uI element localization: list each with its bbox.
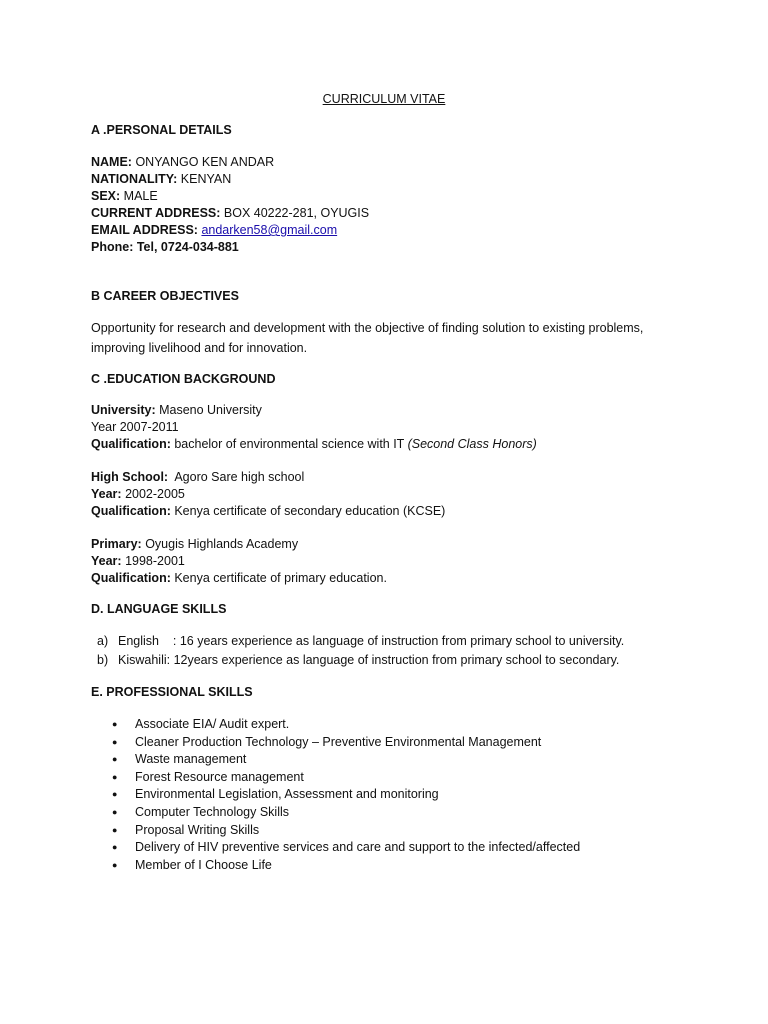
bullet-icon: ● <box>112 842 118 853</box>
bullet-icon: ● <box>112 754 118 765</box>
nationality-label: NATIONALITY: <box>91 172 178 186</box>
email-label: EMAIL ADDRESS: <box>91 223 198 237</box>
career-objectives-heading: B CAREER OBJECTIVES <box>91 289 239 303</box>
nationality-value: KENYAN <box>177 172 232 186</box>
email-row <box>91 222 369 239</box>
bullet-icon: ● <box>112 736 118 747</box>
address-row <box>91 205 369 222</box>
list-marker: a) <box>97 634 109 648</box>
highschool-label: High School: <box>91 470 169 484</box>
university-qualification-label: Qualification: <box>91 437 171 451</box>
skill-text: Delivery of HIV preventive services and care and support to the infected/affected <box>135 840 581 855</box>
primary-qualification-value: Kenya certificate of primary education. <box>170 571 387 585</box>
list-marker: b) <box>97 653 109 667</box>
nationality-row <box>91 171 369 188</box>
sex-label: SEX: <box>91 189 121 203</box>
address-value: BOX 40222-281, OYUGIS <box>220 206 370 220</box>
highschool-year-label: Year: <box>91 487 122 501</box>
university-qualification-value: bachelor of environmental science with IT <box>170 437 408 451</box>
language-item <box>97 651 624 670</box>
primary-year-row <box>91 553 387 570</box>
skill-item <box>112 716 580 734</box>
skill-item <box>112 769 580 787</box>
primary-year-label: Year: <box>91 554 122 568</box>
document-title: CURRICULUM VITAE <box>322 92 446 106</box>
skill-text: Forest Resource management <box>135 769 304 784</box>
language-item-text: English : 16 years experience as language of instruction from primary school to university. <box>118 634 625 648</box>
bullet-icon: ● <box>112 719 118 729</box>
university-block <box>91 402 537 453</box>
skill-item <box>112 734 580 752</box>
bullet-icon: ● <box>112 859 118 870</box>
skill-text: Proposal Writing Skills <box>135 822 260 837</box>
primary-block <box>91 536 387 587</box>
skill-text: Associate EIA/ Audit expert. <box>135 717 290 731</box>
university-honors-note: (Second Class Honors) <box>407 437 537 451</box>
skill-item <box>112 822 580 840</box>
personal-details-heading: A .PERSONAL DETAILS <box>91 123 232 137</box>
highschool-value: Agoro Sare high school <box>168 470 305 484</box>
skill-text: Cleaner Production Technology – Preventive Environmental Management <box>135 734 542 749</box>
skill-text: Waste management <box>135 752 247 767</box>
primary-row <box>91 536 387 553</box>
name-label: NAME: <box>91 155 132 169</box>
sex-row <box>91 188 369 205</box>
skill-item <box>112 751 580 769</box>
education-heading: C .EDUCATION BACKGROUND <box>91 372 276 386</box>
highschool-qualification-row <box>91 503 445 520</box>
highschool-block <box>91 469 445 520</box>
highschool-row <box>91 469 445 486</box>
professional-skills-heading: E. PROFESSIONAL SKILLS <box>91 685 253 699</box>
primary-year-value: 1998-2001 <box>121 554 185 568</box>
sex-value: MALE <box>120 189 158 203</box>
language-skills-list <box>97 632 624 670</box>
highschool-year-value: 2002-2005 <box>121 487 185 501</box>
skill-text: Environmental Legislation, Assessment and monitoring <box>135 787 439 802</box>
bullet-icon: ● <box>112 806 118 817</box>
name-row <box>91 154 369 171</box>
skill-text: Member of I Choose Life <box>135 857 272 872</box>
email-link[interactable]: andarken58@gmail.com <box>201 223 338 237</box>
bullet-icon: ● <box>112 771 118 782</box>
university-label: University: <box>91 403 156 417</box>
primary-label: Primary: <box>91 537 142 551</box>
language-skills-heading: D. LANGUAGE SKILLS <box>91 602 227 616</box>
language-item <box>97 632 624 651</box>
primary-qualification-row <box>91 570 387 587</box>
language-item-text: Kiswahili: 12years experience as language of instruction from primary school to secondary. <box>118 653 620 667</box>
highschool-qualification-value: Kenya certificate of secondary education (KCSE) <box>170 504 446 518</box>
university-year: Year 2007-2011 <box>91 420 179 434</box>
phone-row: Phone: Tel, 0724-034-881 <box>91 240 239 254</box>
address-label: CURRENT ADDRESS: <box>91 206 221 220</box>
career-objectives-text: Opportunity for research and development with the objective of finding solution to existing problems, improving livelihood and for innovation. <box>91 321 644 355</box>
university-value: Maseno University <box>155 403 262 417</box>
skill-item <box>112 804 580 822</box>
skill-text: Computer Technology Skills <box>135 804 290 819</box>
bullet-icon: ● <box>112 824 118 835</box>
personal-details-block <box>91 154 369 256</box>
university-qualification-row <box>91 436 537 453</box>
name-value: ONYANGO KEN ANDAR <box>131 155 275 169</box>
highschool-qualification-label: Qualification: <box>91 504 171 518</box>
primary-value: Oyugis Highlands Academy <box>141 537 299 551</box>
skill-item <box>112 839 580 857</box>
university-row <box>91 402 537 419</box>
primary-qualification-label: Qualification: <box>91 571 171 585</box>
bullet-icon: ● <box>112 789 118 800</box>
skill-item <box>112 786 580 804</box>
highschool-year-row <box>91 486 445 503</box>
professional-skills-list <box>112 716 580 874</box>
skill-item <box>112 857 580 875</box>
